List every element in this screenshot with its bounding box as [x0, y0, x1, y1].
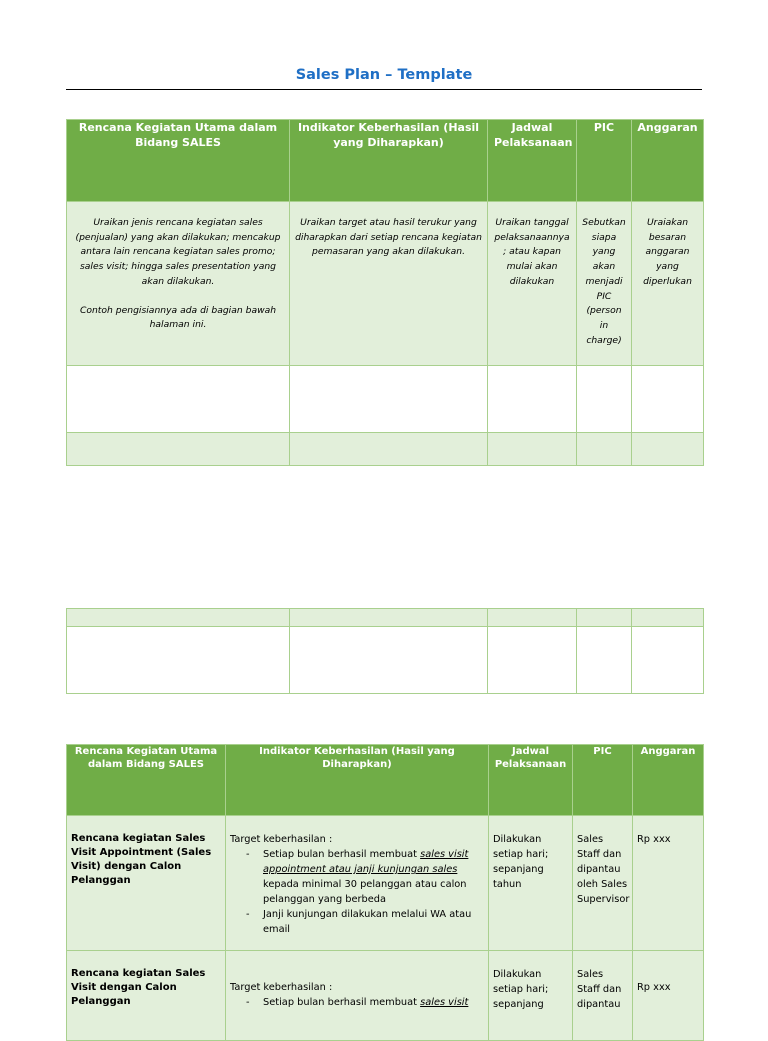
- target-item: [230, 847, 484, 907]
- sales-plan-template-table: [66, 119, 704, 466]
- header-activity: Rencana Kegiatan Utama dalam Bidang SALES: [67, 745, 226, 816]
- target-item: [230, 995, 484, 1010]
- target-text: kepada minimal 30 pelanggan atau calon pelanggan yang berbeda: [263, 879, 467, 905]
- instruction-activity: [67, 202, 290, 366]
- target-item: [230, 907, 484, 937]
- sales-plan-continuation-table: [66, 608, 704, 694]
- instruction-activity-note: Contoh pengisiannya ada di bagian bawah halaman ini.: [79, 304, 277, 331]
- sales-plan-example-table: [66, 744, 704, 1041]
- target-label: Target keberhasilan :: [230, 982, 333, 993]
- empty-row: [67, 609, 704, 627]
- instruction-indicator: Uraikan target atau hasil terukur yang diharapkan dari setiap rencana kegiatan pemasaran yang akan dilakukan.: [290, 202, 488, 366]
- example-pic: Sales Staff dan dipantau: [573, 951, 633, 1041]
- example-budget: Rp xxx: [633, 951, 704, 1041]
- example-activity: Rencana kegiatan Sales Visit Appointment (Sales Visit) dengan Calon Pelanggan: [67, 816, 226, 951]
- target-emphasis: sales visit: [420, 997, 469, 1008]
- header-pic: PIC: [573, 745, 633, 816]
- empty-cell[interactable]: [290, 433, 488, 466]
- header-indicator: Indikator Keberhasilan (Hasil yang Diharapkan): [290, 120, 488, 202]
- example-schedule: Dilakukan setiap hari; sepanjang tahun: [489, 816, 573, 951]
- instruction-row: [67, 202, 704, 366]
- example-row: [67, 816, 704, 951]
- instruction-schedule: Uraikan tanggal pelaksanaannya ; atau kapan mulai akan dilakukan: [488, 202, 577, 366]
- example-budget: Rp xxx: [633, 816, 704, 951]
- header-schedule: Jadwal Pelaksanaan: [489, 745, 573, 816]
- target-label: Target keberhasilan :: [230, 834, 333, 845]
- example-pic: Sales Staff dan dipantau oleh Sales Supervisor: [573, 816, 633, 951]
- empty-row: [67, 627, 704, 694]
- instruction-pic: Sebutkan siapa yang akan menjadi PIC (person in charge): [577, 202, 632, 366]
- empty-cell[interactable]: [577, 366, 632, 433]
- instruction-activity-text: Uraikan jenis rencana kegiatan sales (penjualan) yang akan dilakukan; mencakup antara lain rencana kegiatan sales promo; sales visit; hingga sales presentation yang akan dilakukan.: [75, 217, 281, 287]
- target-list: [230, 995, 484, 1010]
- header-pic: PIC: [577, 120, 632, 202]
- empty-cell[interactable]: [290, 366, 488, 433]
- empty-cell[interactable]: [67, 433, 290, 466]
- empty-cell[interactable]: [488, 433, 577, 466]
- page-title: Sales Plan – Template: [295, 67, 473, 83]
- empty-cell[interactable]: [290, 627, 488, 694]
- title-underline: [66, 89, 702, 90]
- example-indicator: [226, 951, 489, 1041]
- target-text: Setiap bulan berhasil membuat: [263, 849, 421, 860]
- example-schedule: Dilakukan setiap hari; sepanjang: [489, 951, 573, 1041]
- empty-cell[interactable]: [488, 627, 577, 694]
- empty-cell[interactable]: [632, 627, 704, 694]
- empty-cell[interactable]: [577, 609, 632, 627]
- header-activity: Rencana Kegiatan Utama dalam Bidang SALES: [67, 120, 290, 202]
- example-activity: Rencana kegiatan Sales Visit dengan Calon Pelanggan: [67, 951, 226, 1041]
- empty-row: [67, 366, 704, 433]
- empty-cell[interactable]: [632, 433, 704, 466]
- target-text: Setiap bulan berhasil membuat: [263, 997, 421, 1008]
- example-row: [67, 951, 704, 1041]
- empty-cell[interactable]: [577, 627, 632, 694]
- empty-cell[interactable]: [67, 609, 290, 627]
- empty-cell[interactable]: [577, 433, 632, 466]
- header-budget: Anggaran: [633, 745, 704, 816]
- empty-cell[interactable]: [632, 609, 704, 627]
- header-schedule: Jadwal Pelaksanaan: [488, 120, 577, 202]
- empty-cell[interactable]: [488, 366, 577, 433]
- target-emphasis: sales visit appointment atau janji kunjungan sales: [263, 849, 469, 875]
- header-indicator: Indikator Keberhasilan (Hasil yang Diharapkan): [226, 745, 489, 816]
- example-indicator: [226, 816, 489, 951]
- header-budget: Anggaran: [632, 120, 704, 202]
- empty-cell[interactable]: [67, 366, 290, 433]
- empty-cell[interactable]: [67, 627, 290, 694]
- empty-row: [67, 433, 704, 466]
- target-list: [230, 847, 484, 937]
- target-text: Janji kunjungan dilakukan melalui WA atau email: [263, 909, 472, 935]
- empty-cell[interactable]: [290, 609, 488, 627]
- instruction-budget: Uraiakan besaran anggaran yang diperlukan: [632, 202, 704, 366]
- empty-cell[interactable]: [632, 366, 704, 433]
- header-row: [67, 120, 704, 202]
- example-header-row: [67, 745, 704, 816]
- empty-cell[interactable]: [488, 609, 577, 627]
